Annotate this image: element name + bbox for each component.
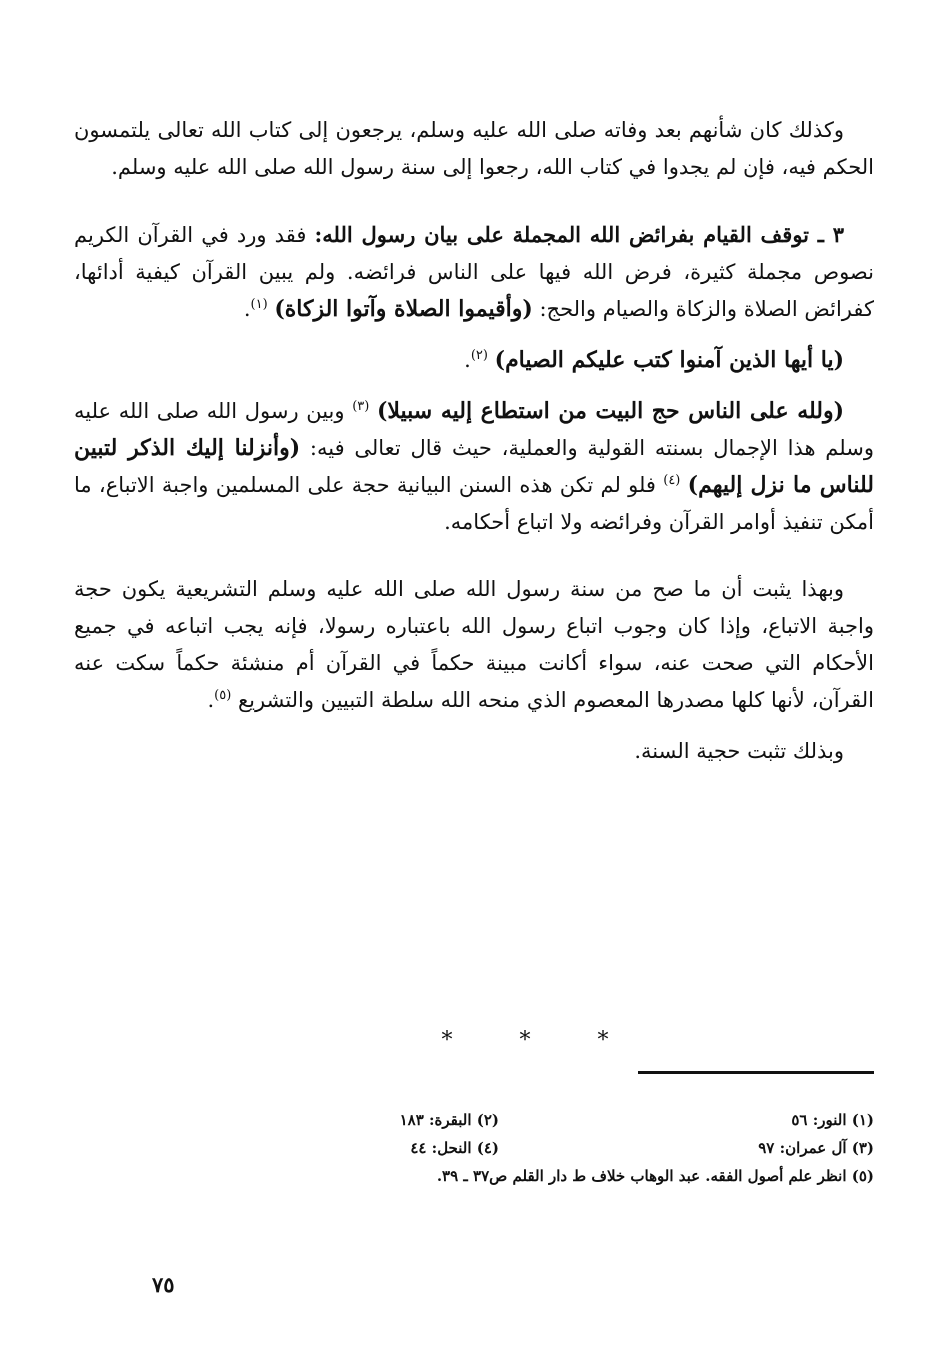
quran-verse-3: (ولله على الناس حج البيت من استطاع إليه سبيلا) <box>376 398 845 424</box>
paragraph-6-text: وبذلك تثبت حجية السنة. <box>634 739 844 763</box>
footnote-row <box>74 1134 874 1162</box>
quran-verse-1: (وأقيموا الصلاة وآتوا الزكاة) <box>274 296 533 322</box>
paragraph-1-text: وكذلك كان شأنهم بعد وفاته صلى الله عليه وسلم، يرجعون إلى كتاب الله تعالى يلتمسون الحكم فيه، فإن لم يجدوا في كتاب الله، رجعوا إلى سنة رسول الله صلى الله عليه وسلم. <box>74 118 874 179</box>
paragraph-3 <box>74 342 874 379</box>
footnote-row <box>74 1106 874 1134</box>
period: . <box>207 688 215 712</box>
footnote-ref-3: (٣) <box>352 399 370 414</box>
section-heading: ٣ ـ توقف القيام بفرائض الله المجملة على بيان رسول الله: <box>314 222 845 247</box>
paragraph-4-text-2: فلو لم تكن هذه السنن البيانية حجة على المسلمين واجبة الاتباع، ما أمكن تنفيذ أوامر القرآن وفرائضه ولا اتباع أحكامه. <box>74 473 874 534</box>
paragraph-6 <box>74 733 874 770</box>
paragraph-1 <box>74 112 874 186</box>
footnote-ref-5: (٥) <box>214 688 232 703</box>
footnote-2: (٢) البقرة: ١٨٣ <box>399 1111 499 1129</box>
footnote-1: (١) النور: ٥٦ <box>791 1111 874 1129</box>
period: . <box>464 348 471 372</box>
paragraph-gap <box>74 379 874 393</box>
paragraph-4-text: وبين رسول الله صلى الله عليه وسلم هذا الإجمال بسنته القولية والعملية، حيث قال تعالى فيه: <box>74 399 874 460</box>
page-number: ٧٥ <box>152 1272 175 1297</box>
paragraph-gap <box>74 541 874 571</box>
footnote-5: (٥) انظر علم أصول الفقه. عبد الوهاب خلاف ط دار القلم ص٣٧ ـ ٣٩. <box>436 1167 874 1185</box>
paragraph-4 <box>74 393 874 541</box>
footnote-ref-4: (٤) <box>663 473 681 488</box>
quran-verse-4: (وأنزلنا إليك الذكر لتبين للناس ما نزل إليهم) <box>74 435 874 498</box>
quran-verse-2: (يا أيها الذين آمنوا كتب عليكم الصيام) <box>494 347 844 373</box>
main-text <box>74 112 874 770</box>
paragraph-2-text: فقد ورد في القرآن الكريم نصوص مجملة كثيرة، فرض الله فيها على الناس فرائضه. ولم يبين القرآن كيفية أدائها، كفرائض الصلاة والزكاة والصيام والحج: <box>74 223 874 321</box>
footnote-rule <box>638 1071 874 1074</box>
paragraph-gap <box>74 719 874 733</box>
footnote-ref-2: (٢) <box>470 348 488 363</box>
paragraph-gap <box>74 328 874 342</box>
paragraph-5-text: وبهذا يثبت أن ما صح من سنة رسول الله صلى الله عليه وسلم التشريعية يكون حجة واجبة الاتباع، وإذا كان وجوب اتباع رسول الله باعتباره رسولا، فإنه يجب اتباعه في جميع الأحكام التي صحت عنه، سواء أكانت مبينة حكماً في القرآن أم منشئة حكماً سكت عنه القرآن، لأنها كلها مصدرها المعصوم الذي منحه الله سلطة التبيين والتشريع <box>74 577 874 712</box>
period: . <box>243 297 251 321</box>
paragraph-gap <box>74 186 874 216</box>
paragraph-5 <box>74 571 874 719</box>
footnotes <box>74 1106 874 1190</box>
footnote-3: (٣) آل عمران: ٩٧ <box>758 1139 874 1157</box>
section-separator: * * * <box>441 1028 639 1053</box>
footnote-ref-1: (١) <box>250 297 268 312</box>
paragraph-2 <box>74 216 874 328</box>
footnote-4: (٤) النحل: ٤٤ <box>410 1139 499 1157</box>
